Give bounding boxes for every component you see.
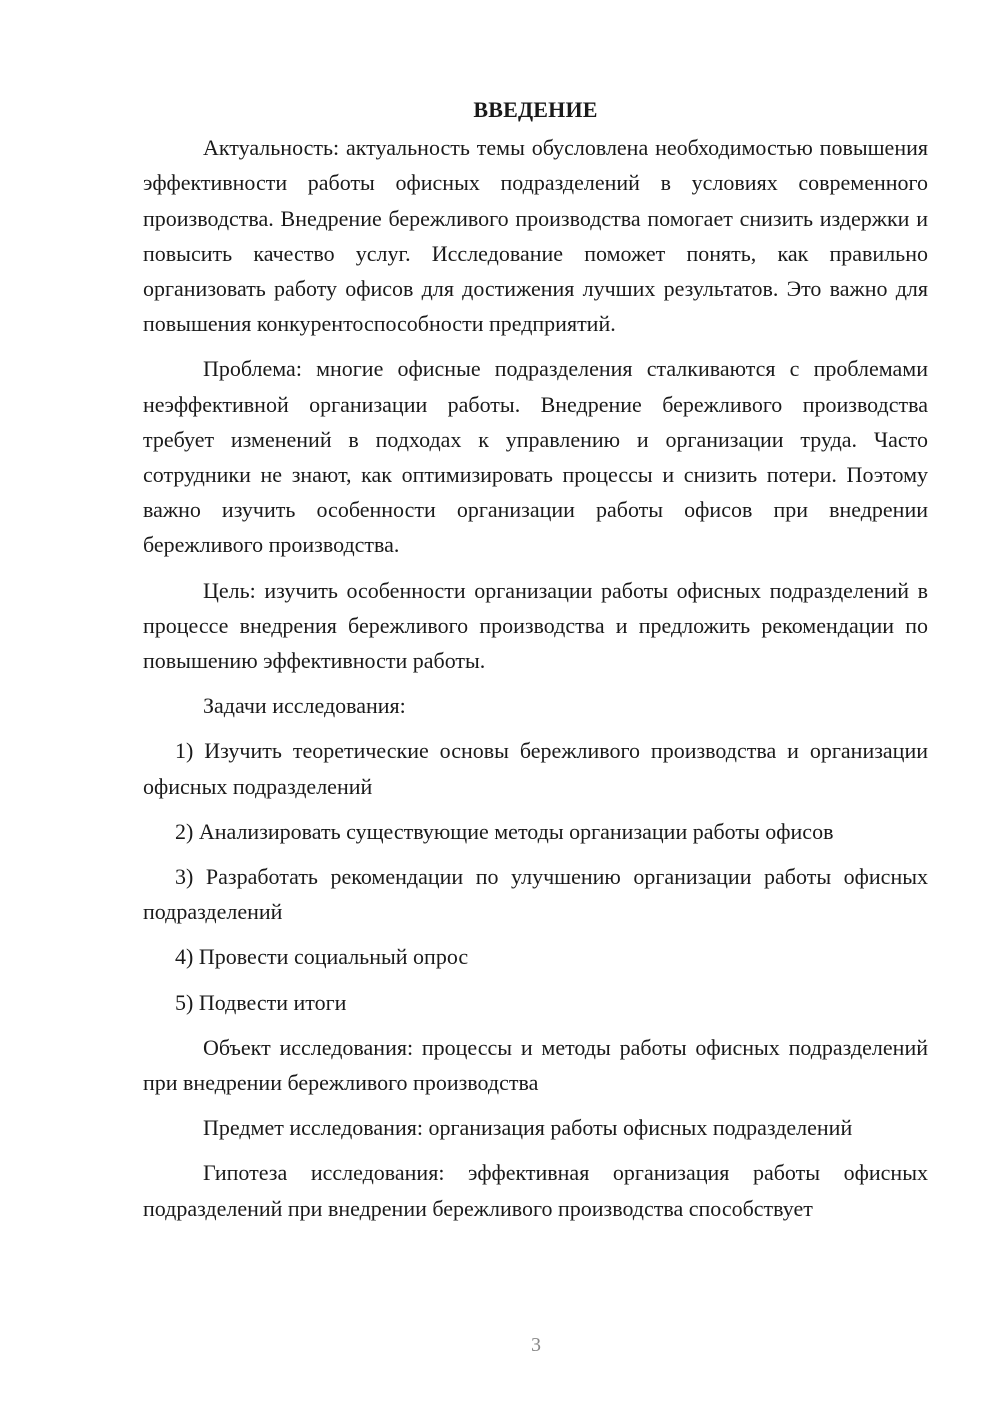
page-number: 3 [531,1334,541,1356]
task-item-3: 3) Разработать рекомендации по улучшению организации работы офисных подразделений [143,864,928,925]
task-item-1: 1) Изучить теоретические основы бережливого производства и организации офисных подразделений [143,738,928,799]
task-item-2: 2) Анализировать существующие методы организации работы офисов [175,818,834,844]
paragraph-tasks-title: Задачи исследования: [203,693,406,719]
page-content [143,92,928,1236]
paragraph-relevance: Актуальность: актуальность темы обусловлена необходимостью повышения эффективности работы офисных подразделений в условиях современного производства. Внедрение бережливого производства помогает снизить издержки и повысить качество услуг. Исследование поможет понять, как правильно организовать работу офисов для достижения лучших результатов. Это важно для повышения конкурентоспособности предприятий. [143,135,928,337]
paragraph-problem: Проблема: многие офисные подразделения сталкиваются с проблемами неэффективной организации работы. Внедрение бережливого производства требует изменений в подходах к управлению и организации труда. Часто сотрудники не знают, как оптимизировать процессы и снизить потери. Поэтому важно изучить особенности организации работы офисов при внедрении бережливого производства. [143,356,928,558]
paragraph-object: Объект исследования: процессы и методы работы офисных подразделений при внедрении бережливого производства [143,1034,928,1096]
paragraph-subject: Предмет исследования: организация работы офисных подразделений [203,1115,853,1141]
task-item-4: 4) Провести социальный опрос [175,944,469,970]
paragraph-hypothesis: Гипотеза исследования: эффективная организация работы офисных подразделений при внедрении бережливого производства способствует [143,1160,928,1221]
task-item-5: 5) Подвести итоги [175,989,347,1015]
section-heading: ВВЕДЕНИЕ [473,97,598,122]
paragraph-goal: Цель: изучить особенности организации работы офисных подразделений в процессе внедрения бережливого производства и предложить рекомендации по повышению эффективности работы. [143,577,928,674]
